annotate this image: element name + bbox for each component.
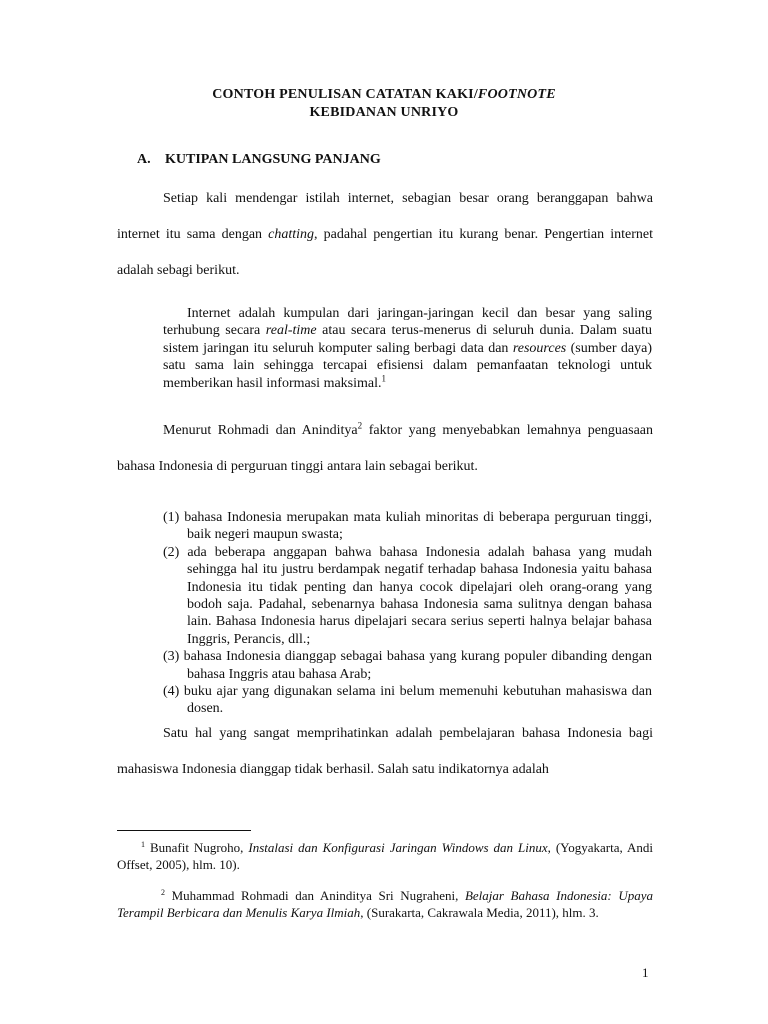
document-title-line-1 — [0, 87, 768, 103]
paragraph-3: Satu hal yang sangat memprihatinkan adalah pembelajaran bahasa Indonesia bagi mahasiswa Indonesia dianggap tidak berhasil. Salah satu indikatornya adalah — [117, 726, 653, 777]
title-text: CONTOH PENULISAN CATATAN KAKI/ — [212, 87, 478, 102]
footnote-2 — [117, 884, 653, 921]
footnote-text: Muhammad Rohmadi dan Aninditya Sri Nugraheni, — [165, 888, 465, 903]
numbered-list — [163, 509, 652, 718]
section-title: KUTIPAN LANGSUNG PANJANG — [165, 152, 381, 167]
footnote-italic-text: Belajar Bahasa Indonesia: Upaya Terampil Berbicara dan Menulis Karya Ilmiah — [117, 888, 653, 920]
footnote-number: 2 — [161, 888, 165, 897]
quote-text: (sumber daya) satu sama lain sehingga tercapai efisiensi dalam pemanfaatan teknologi untuk memberikan hasil informasi maksimal. — [163, 340, 653, 391]
paragraph-text: faktor yang menyebabkan lemahnya penguasaan bahasa Indonesia di perguruan tinggi antara lain sebagai berikut. — [117, 423, 653, 474]
footnote-reference[interactable]: 1 — [381, 372, 387, 383]
paragraph-1 — [117, 181, 653, 289]
quote-text: Internet adalah kumpulan dari jaringan-jaringan kecil dan besar yang saling terhubung secara — [163, 306, 652, 339]
page-number: 1 — [642, 965, 649, 980]
block-quote — [163, 305, 652, 392]
paragraph-text: Menurut Rohmadi dan Anindityа — [163, 423, 358, 438]
section-letter: A. — [137, 152, 151, 167]
document-title-line-2: KEBIDANAN UNRIYO — [309, 105, 459, 120]
footnote-reference[interactable]: 2 — [357, 420, 363, 431]
list-item: (4) buku ajar yang digunakan selama ini belum memenuhi kebutuhan mahasiswa dan dosen. — [163, 684, 652, 717]
paragraph-italic-text: chatting — [268, 227, 315, 242]
footnote-number: 1 — [141, 840, 145, 849]
quote-text: atau secara terus-menerus di seluruh dunia. Dalam suatu sistem jaringan itu seluruh komputer saling berbagi data dan — [163, 323, 652, 356]
list-item: (1) bahasa Indonesia merupakan mata kuliah minoritas di beberapa perguruan tinggi, baik negeri maupun swasta; — [163, 510, 652, 543]
footnote-text: , (Yogyakarta, Andi Offset, 2005), hlm. 10). — [117, 840, 653, 872]
paragraph-2 — [117, 413, 653, 485]
list-item: (3) bahasa Indonesia dianggap sebagai bahasa yang kurang populer dibanding dengan bahasa Inggris atau bahasa Arab; — [163, 649, 652, 682]
quote-italic-text: resources — [512, 340, 567, 356]
footnote-italic-text: Instalasi dan Konfigurasi Jaringan Windows dan Linux — [248, 840, 548, 855]
paragraph-text: Setiap kali mendengar istilah internet, sebagian besar orang beranggapan bahwa internet itu sama dengan — [117, 191, 653, 242]
paragraph-text: , padahal pengertian itu kurang benar. Pengertian internet adalah sebagi berikut. — [117, 227, 653, 278]
section-heading — [137, 152, 381, 168]
footnote-text: Bunafit Nugroho, — [145, 840, 249, 855]
title-italic-text: FOOTNOTE — [477, 87, 556, 102]
list-item: (2) ada beberapa anggapan bahwa bahasa Indonesia adalah bahasa yang mudah sehingga hal itu justru berdampak negatif terhadap bahasa Indonesia yaitu bahasa Indonesia itu tidak penting dan hanya cocok dipelajari oleh orang-orang yang bodoh saja. Padahal, sebenarnya bahasa Indonesia sama sulitnya dengan bahasa lain. Bahasa Indonesia harus dipelajari secara serius seperti halnya belajar bahasa Inggris, Perancis, dll.; — [163, 544, 652, 647]
footnote-text: , (Surakarta, Cakrawala Media, 2011), hlm. 3. — [360, 905, 599, 920]
footnote-1 — [117, 836, 653, 873]
footnote-separator — [117, 830, 251, 831]
quote-italic-text: real-time — [265, 323, 317, 339]
